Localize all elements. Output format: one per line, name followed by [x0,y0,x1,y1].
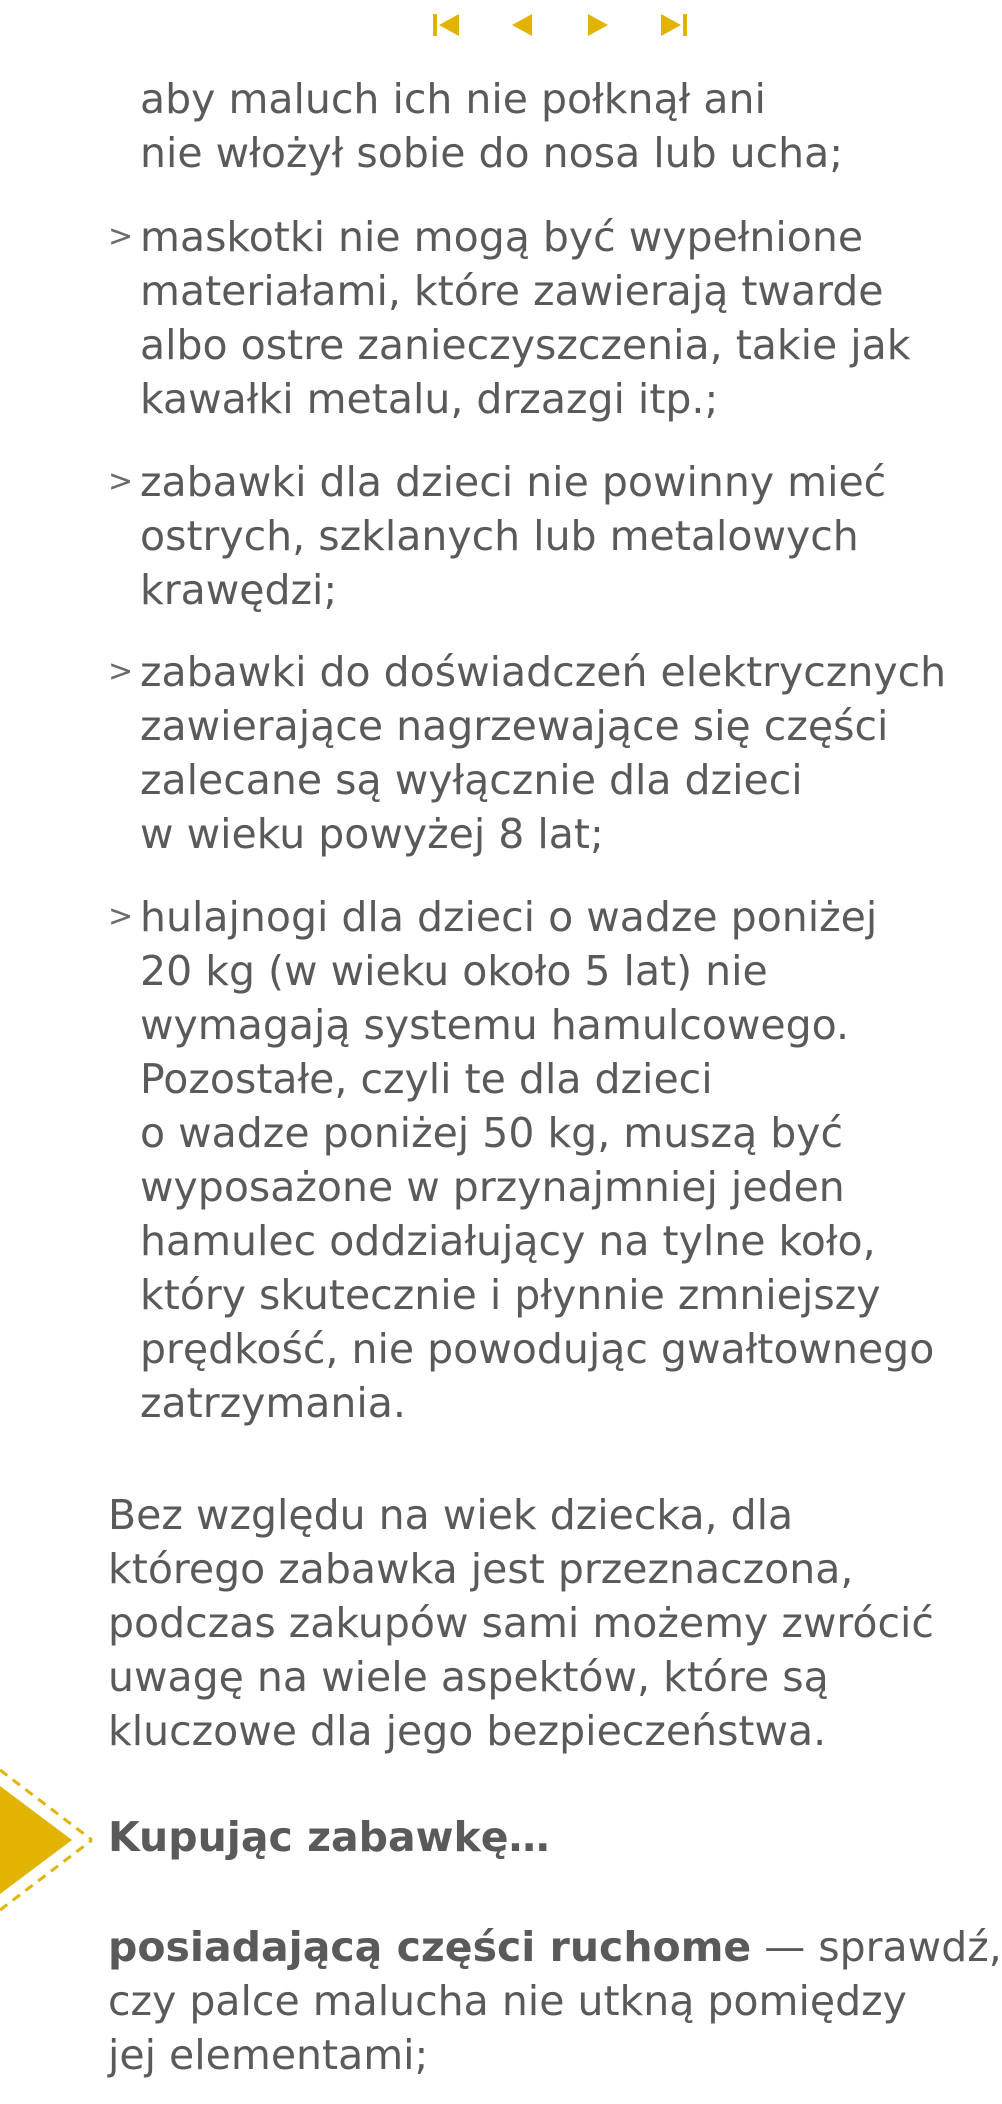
body-paragraph [108,1488,948,1758]
text-line: zabawki dla dzieci nie powinny mieć [140,458,887,506]
text-line: kluczowe dla jego bezpieczeństwa. [108,1707,827,1755]
text-line: Pozostałe, czyli te dla dzieci [140,1055,713,1103]
bullet-marker: > [108,464,134,499]
text-line: maskotki nie mogą być wypełnione [140,213,864,261]
text-line: krawędzi; [140,566,338,614]
previous-page-icon [510,12,534,38]
text-line: wymagają systemu hamulcowego. [140,1001,850,1049]
text-line: w wieku powyżej 8 lat; [140,810,604,858]
text-line: czy palce malucha nie utkną pomiędzy [108,1977,907,2025]
text-line: aby maluch ich nie połknął ani [140,75,766,123]
text-line: uwagę na wiele aspektów, które są [108,1653,829,1701]
text-line: kawałki metalu, drzazgi itp.; [140,375,719,423]
bullet-marker: > [108,899,134,934]
text-line: o wadze poniżej 50 kg, muszą być [140,1109,844,1157]
text-line: 20 kg (w wieku około 5 lat) nie [140,947,768,995]
page-navigation [408,12,712,38]
text-line: albo ostre zanieczyszczenia, takie jak [140,321,911,369]
text-line: zabawki do doświadczeń elektrycznych [140,648,947,696]
text-line: materiałami, które zawierają twarde [140,267,884,315]
text-line: hamulec oddziałujący na tylne koło, [140,1217,876,1265]
text-line: podczas zakupów sami możemy zwrócić [108,1599,934,1647]
previous-page-button[interactable] [484,12,560,38]
first-page-button[interactable] [408,12,484,38]
text-line: Bez względu na wiek dziecka, dla [108,1491,794,1539]
text-line: zalecane są wyłącznie dla dzieci [140,756,803,804]
section-heading: Kupując zabawkę… [108,1813,550,1861]
last-page-button[interactable] [636,12,712,38]
text-line: nie włożył sobie do nosa lub ucha; [140,129,844,177]
bullet-marker: > [108,219,134,254]
bullet-marker: > [108,654,134,689]
text-line: hulajnogi dla dzieci o wadze poniżej [140,893,878,941]
text-line [108,1920,1002,1974]
list-item [108,1920,1002,2082]
next-page-button[interactable] [560,12,636,38]
text-line: który skutecznie i płynnie zmniejszy [140,1271,881,1319]
text-line: zawierające nagrzewające się części [140,702,889,750]
text-line: wyposażone w przynajmniej jeden [140,1163,845,1211]
emphasis-text: posiadającą części ruchome [108,1923,752,1971]
first-page-icon [431,12,461,38]
section-arrow-icon [0,1760,100,1920]
last-page-icon [659,12,689,38]
text-span: — sprawdź, [751,1923,1002,1971]
text-line: ostrych, szklanych lub metalowych [140,512,859,560]
text-line: prędkość, nie powodując gwałtownego [140,1325,935,1373]
next-page-icon [586,12,610,38]
text-line: zatrzymania. [140,1379,406,1427]
text-line: którego zabawka jest przeznaczona, [108,1545,854,1593]
continued-list-fragment [140,72,940,180]
text-line: jej elementami; [108,2031,429,2079]
